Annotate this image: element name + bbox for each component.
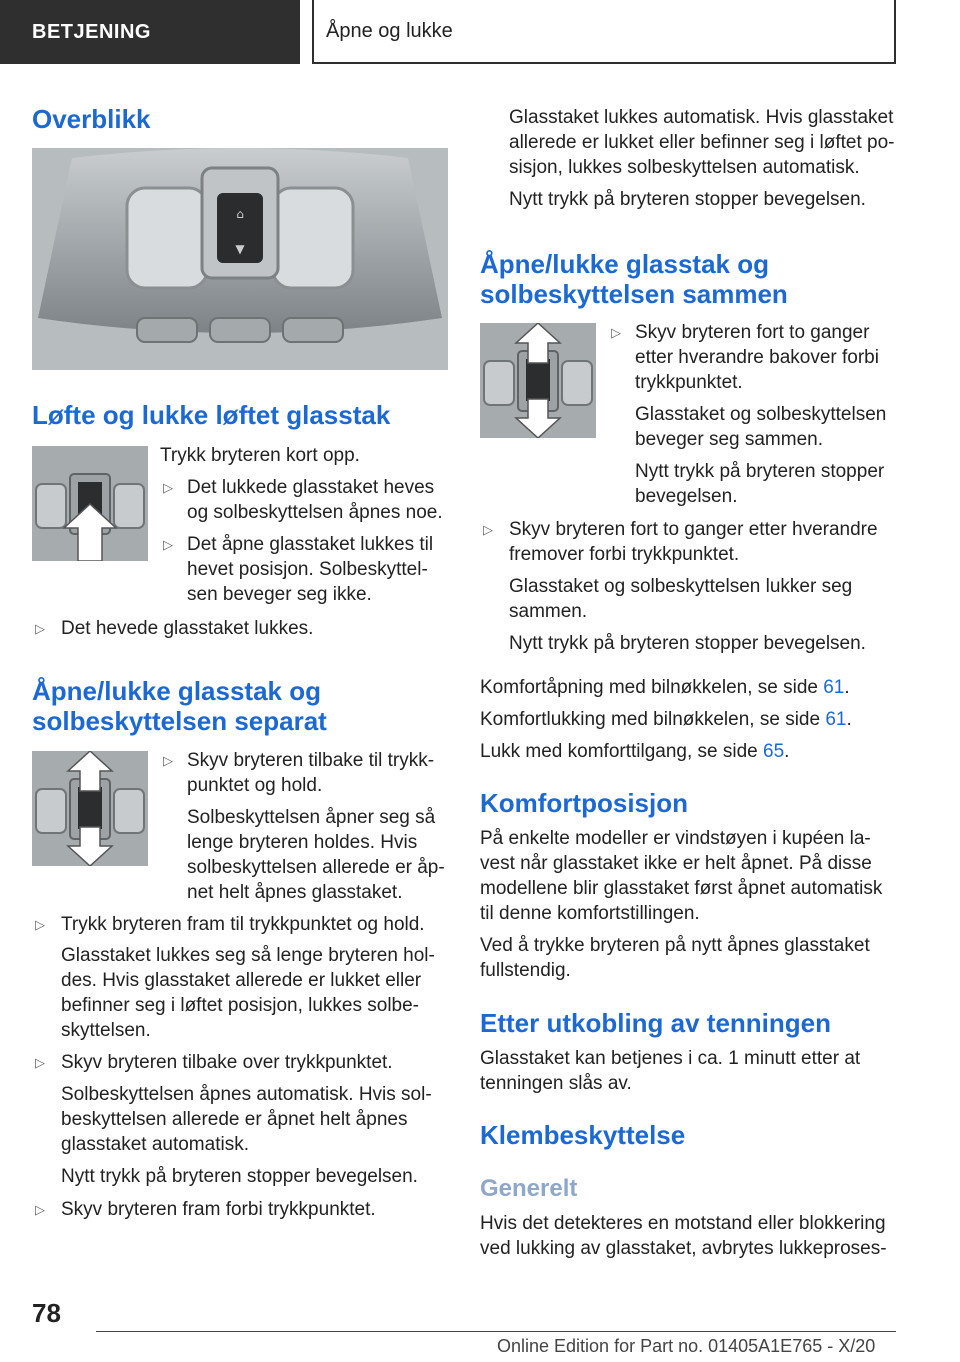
svg-text:▼: ▼ <box>235 242 245 256</box>
kp-6: fullstendig. <box>480 960 571 981</box>
bullet-icon: ▷ <box>35 621 45 636</box>
sam-b1e: beveger seg sammen. <box>635 429 823 450</box>
heading-overblikk: Overblikk <box>32 104 151 134</box>
lofte-intro: Trykk bryteren kort opp. <box>160 445 360 466</box>
bullet-icon: ▷ <box>483 522 493 537</box>
sam-b1d: Glasstaket og solbeskyttelsen <box>635 404 887 425</box>
sep-b2a: Trykk bryteren fram til trykkpunktet og hold. <box>61 914 425 935</box>
cont-1: Glasstaket lukkes automatisk. Hvis glasstaket <box>509 107 894 128</box>
heading-lofte: Løfte og lukke løftet glasstak <box>32 400 391 430</box>
sam-b2a: Skyv bryteren fort to ganger etter hverandre <box>509 519 878 540</box>
bullet-icon: ▷ <box>163 753 173 768</box>
sam-b1g: bevegelsen. <box>635 486 738 507</box>
sam-b1a: Skyv bryteren fort to ganger <box>635 322 870 343</box>
heading-etter: Etter utkobling av tenningen <box>480 1008 832 1038</box>
footer-divider <box>96 1331 896 1332</box>
edition-note: Online Edition for Part no. 01405A1E765 - X/20 <box>497 1336 876 1356</box>
sep-b4: Skyv bryteren fram forbi trykkpunktet. <box>61 1199 376 1220</box>
sep-b1e: solbeskyttelsen allerede er åp- <box>187 857 445 878</box>
bullet-icon: ▷ <box>35 1202 45 1217</box>
kp-1: På enkelte modeller er vindstøyen i kupéen la- <box>480 828 871 849</box>
sep-b3a: Skyv bryteren tilbake over trykkpunktet. <box>61 1052 393 1073</box>
sep-b2b: Glasstaket lukkes seg så lenge bryteren hol- <box>61 945 435 966</box>
sep-b3d: glasstaket automatisk. <box>61 1134 249 1155</box>
sam-b2e: Nytt trykk på bryteren stopper bevegelsen. <box>509 633 866 654</box>
sep-b1f: net helt åpnes glasstaket. <box>187 882 403 903</box>
heading-separat-1: Åpne/lukke glasstak og <box>32 676 321 706</box>
section-tab <box>0 0 300 64</box>
cont-4: Nytt trykk på bryteren stopper bevegelsen. <box>509 189 866 210</box>
lofte-b1b: og solbeskyttelsen åpnes noe. <box>187 502 443 523</box>
page-link-65[interactable]: 65 <box>763 741 785 762</box>
heading-komfortposisjon: Komfortposisjon <box>480 788 688 818</box>
sep-b2c: des. Hvis glasstaket allerede er lukket eller <box>61 970 422 991</box>
bullet-icon: ▷ <box>611 325 621 340</box>
bullet-icon: ▷ <box>35 917 45 932</box>
sam-b1b: etter hverandre bakover forbi <box>635 347 879 368</box>
cont-3: sisjon, lukkes solbeskyttelsen automatisk. <box>509 157 860 178</box>
lofte-b2b: hevet posisjon. Solbeskyttel- <box>187 559 428 580</box>
gen-1: Hvis det detekteres en motstand eller blokkering <box>480 1213 886 1234</box>
cont-2: allerede er lukket eller befinner seg i løftet po- <box>509 132 895 153</box>
komfort-ref-2: Komfortlukking med bilnøkkelen, se side 61. <box>480 709 852 730</box>
gen-2: ved lukking av glasstaket, avbrytes lukkeproses- <box>480 1238 887 1259</box>
page-number: 78 <box>32 1298 61 1328</box>
lofte-b2a: Det åpne glasstaket lukkes til <box>187 534 434 555</box>
sep-b1c: Solbeskyttelsen åpner seg så <box>187 807 436 828</box>
komfort-ref-1: Komfortåpning med bilnøkkelen, se side 61. <box>480 677 850 698</box>
sam-b1f: Nytt trykk på bryteren stopper <box>635 461 885 482</box>
bullet-icon: ▷ <box>163 537 173 552</box>
heading-klembeskyttelse: Klembeskyttelse <box>480 1120 686 1150</box>
et-2: tenningen slås av. <box>480 1073 632 1094</box>
kp-5: Ved å trykke bryteren på nytt åpnes glasstaket <box>480 935 870 956</box>
switch-updown-image-2 <box>480 323 596 438</box>
section-label: BETJENING <box>32 20 151 43</box>
kp-3: modellene blir glasstaket først åpnet automatisk <box>480 878 883 899</box>
lofte-b2c: sen beveger seg ikke. <box>187 584 372 605</box>
lofte-b3: Det hevede glasstaket lukkes. <box>61 618 314 639</box>
svg-text:⌂: ⌂ <box>236 207 244 221</box>
heading-sammen-2: solbeskyttelsen sammen <box>480 279 788 309</box>
heading-generelt: Generelt <box>480 1175 578 1202</box>
kp-2: vest når glasstaket ikke er helt åpnet. På disse <box>480 853 872 874</box>
switch-up-image <box>32 446 148 561</box>
page-link-61-b[interactable]: 61 <box>825 709 847 730</box>
overview-image <box>32 148 448 370</box>
sep-b1b: punktet og hold. <box>187 775 323 796</box>
sam-b2b: fremover forbi trykkpunktet. <box>509 544 740 565</box>
page-link-61[interactable]: 61 <box>823 677 845 698</box>
sam-b2c: Glasstaket og solbeskyttelsen lukker seg <box>509 576 853 597</box>
page-header <box>312 0 896 64</box>
sep-b1a: Skyv bryteren tilbake til trykk- <box>187 750 435 771</box>
page-title: Åpne og lukke <box>326 19 453 42</box>
sep-b3c: beskyttelsen allerede er åpnet helt åpnes <box>61 1109 408 1130</box>
sep-b3b: Solbeskyttelsen åpnes automatisk. Hvis sol- <box>61 1084 432 1105</box>
sep-b2d: befinner seg i løftet posisjon, lukkes solbe- <box>61 995 420 1016</box>
sep-b1d: lenge bryteren holdes. Hvis <box>187 832 418 853</box>
sep-b2e: skyttelsen. <box>61 1020 151 1041</box>
kp-4: til denne komfortstillingen. <box>480 903 700 924</box>
lofte-b1a: Det lukkede glasstaket heves <box>187 477 435 498</box>
switch-updown-image <box>32 751 148 866</box>
et-1: Glasstaket kan betjenes i ca. 1 minutt etter at <box>480 1048 861 1069</box>
sep-b3e: Nytt trykk på bryteren stopper bevegelsen. <box>61 1166 418 1187</box>
heading-separat-2: solbeskyttelsen separat <box>32 706 327 736</box>
komfort-ref-3: Lukk med komforttilgang, se side 65. <box>480 741 790 762</box>
sam-b2d: sammen. <box>509 601 588 622</box>
bullet-icon: ▷ <box>35 1055 45 1070</box>
sam-b1c: trykkpunktet. <box>635 372 743 393</box>
heading-sammen-1: Åpne/lukke glasstak og <box>480 249 769 279</box>
bullet-icon: ▷ <box>163 480 173 495</box>
